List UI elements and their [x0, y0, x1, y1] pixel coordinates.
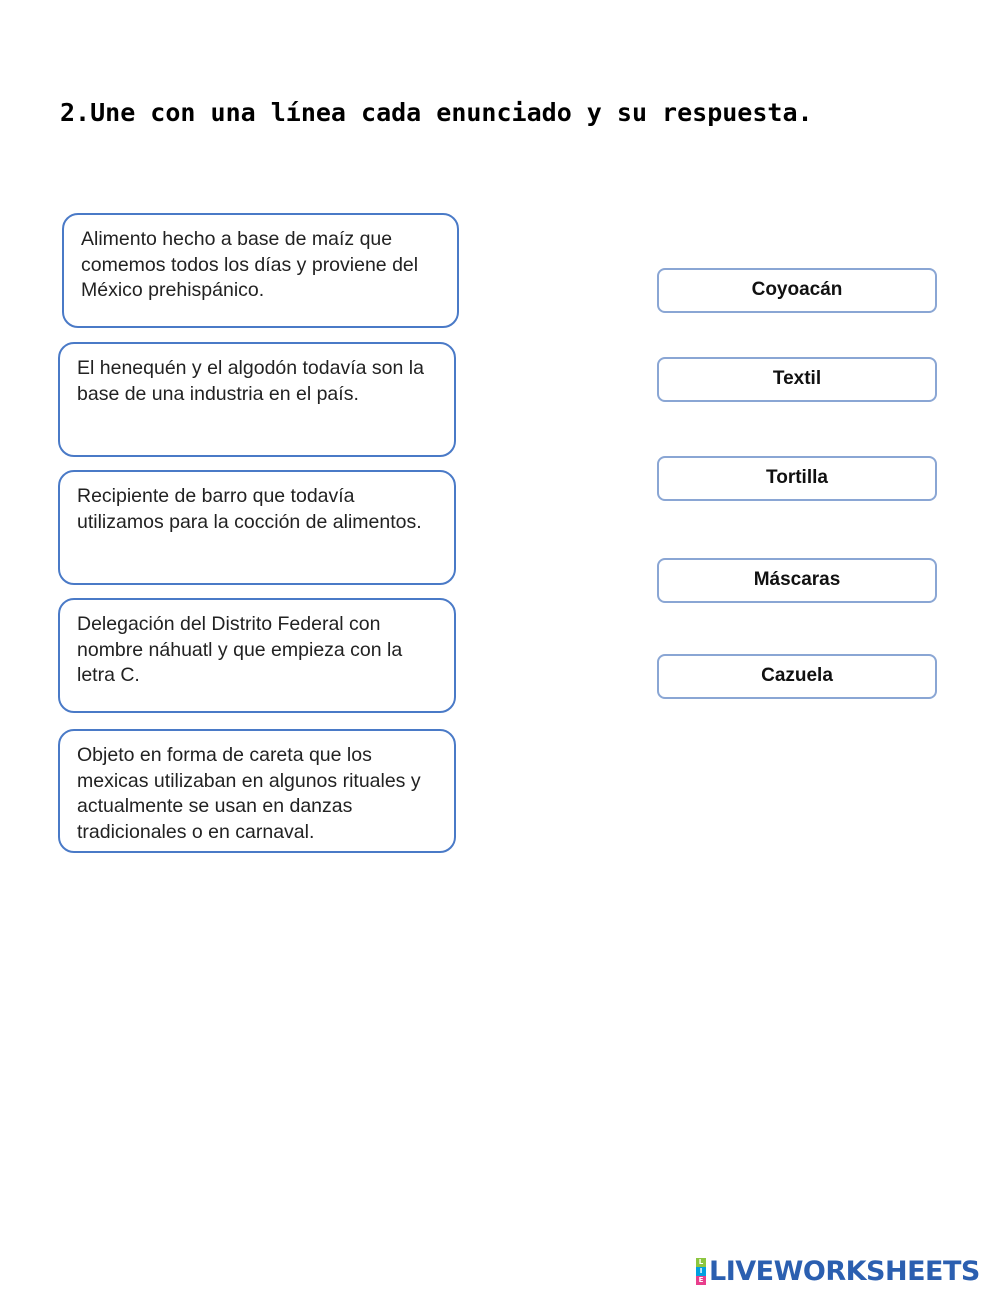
statement-4: Delegación del Distrito Federal con nombre náhuatl y que empieza con la letra C.	[58, 598, 456, 713]
logo-letter: E	[696, 1276, 706, 1285]
logo-letter: L	[696, 1258, 706, 1267]
answer-tortilla[interactable]: Tortilla	[657, 456, 937, 501]
brand-name: LIVEWORKSHEETS	[709, 1255, 980, 1287]
answer-textil[interactable]: Textil	[657, 357, 937, 402]
exercise-title: 2.Une con una línea cada enunciado y su respuesta.	[60, 98, 813, 127]
logo-letter: I	[696, 1267, 706, 1276]
statement-5: Objeto en forma de careta que los mexicas utilizaban en algunos rituales y actualmente se usan en danzas tradicionales o en carnaval.	[58, 729, 456, 853]
answer-cazuela[interactable]: Cazuela	[657, 654, 937, 699]
statement-2: El henequén y el algodón todavía son la base de una industria en el país.	[58, 342, 456, 457]
answer-coyoacan[interactable]: Coyoacán	[657, 268, 937, 313]
answer-mascaras[interactable]: Máscaras	[657, 558, 937, 603]
logo-icon	[696, 1258, 706, 1285]
liveworksheets-logo	[696, 1254, 980, 1288]
statement-1: Alimento hecho a base de maíz que comemos todos los días y proviene del México prehispánico.	[62, 213, 459, 328]
statement-3: Recipiente de barro que todavía utilizamos para la cocción de alimentos.	[58, 470, 456, 585]
